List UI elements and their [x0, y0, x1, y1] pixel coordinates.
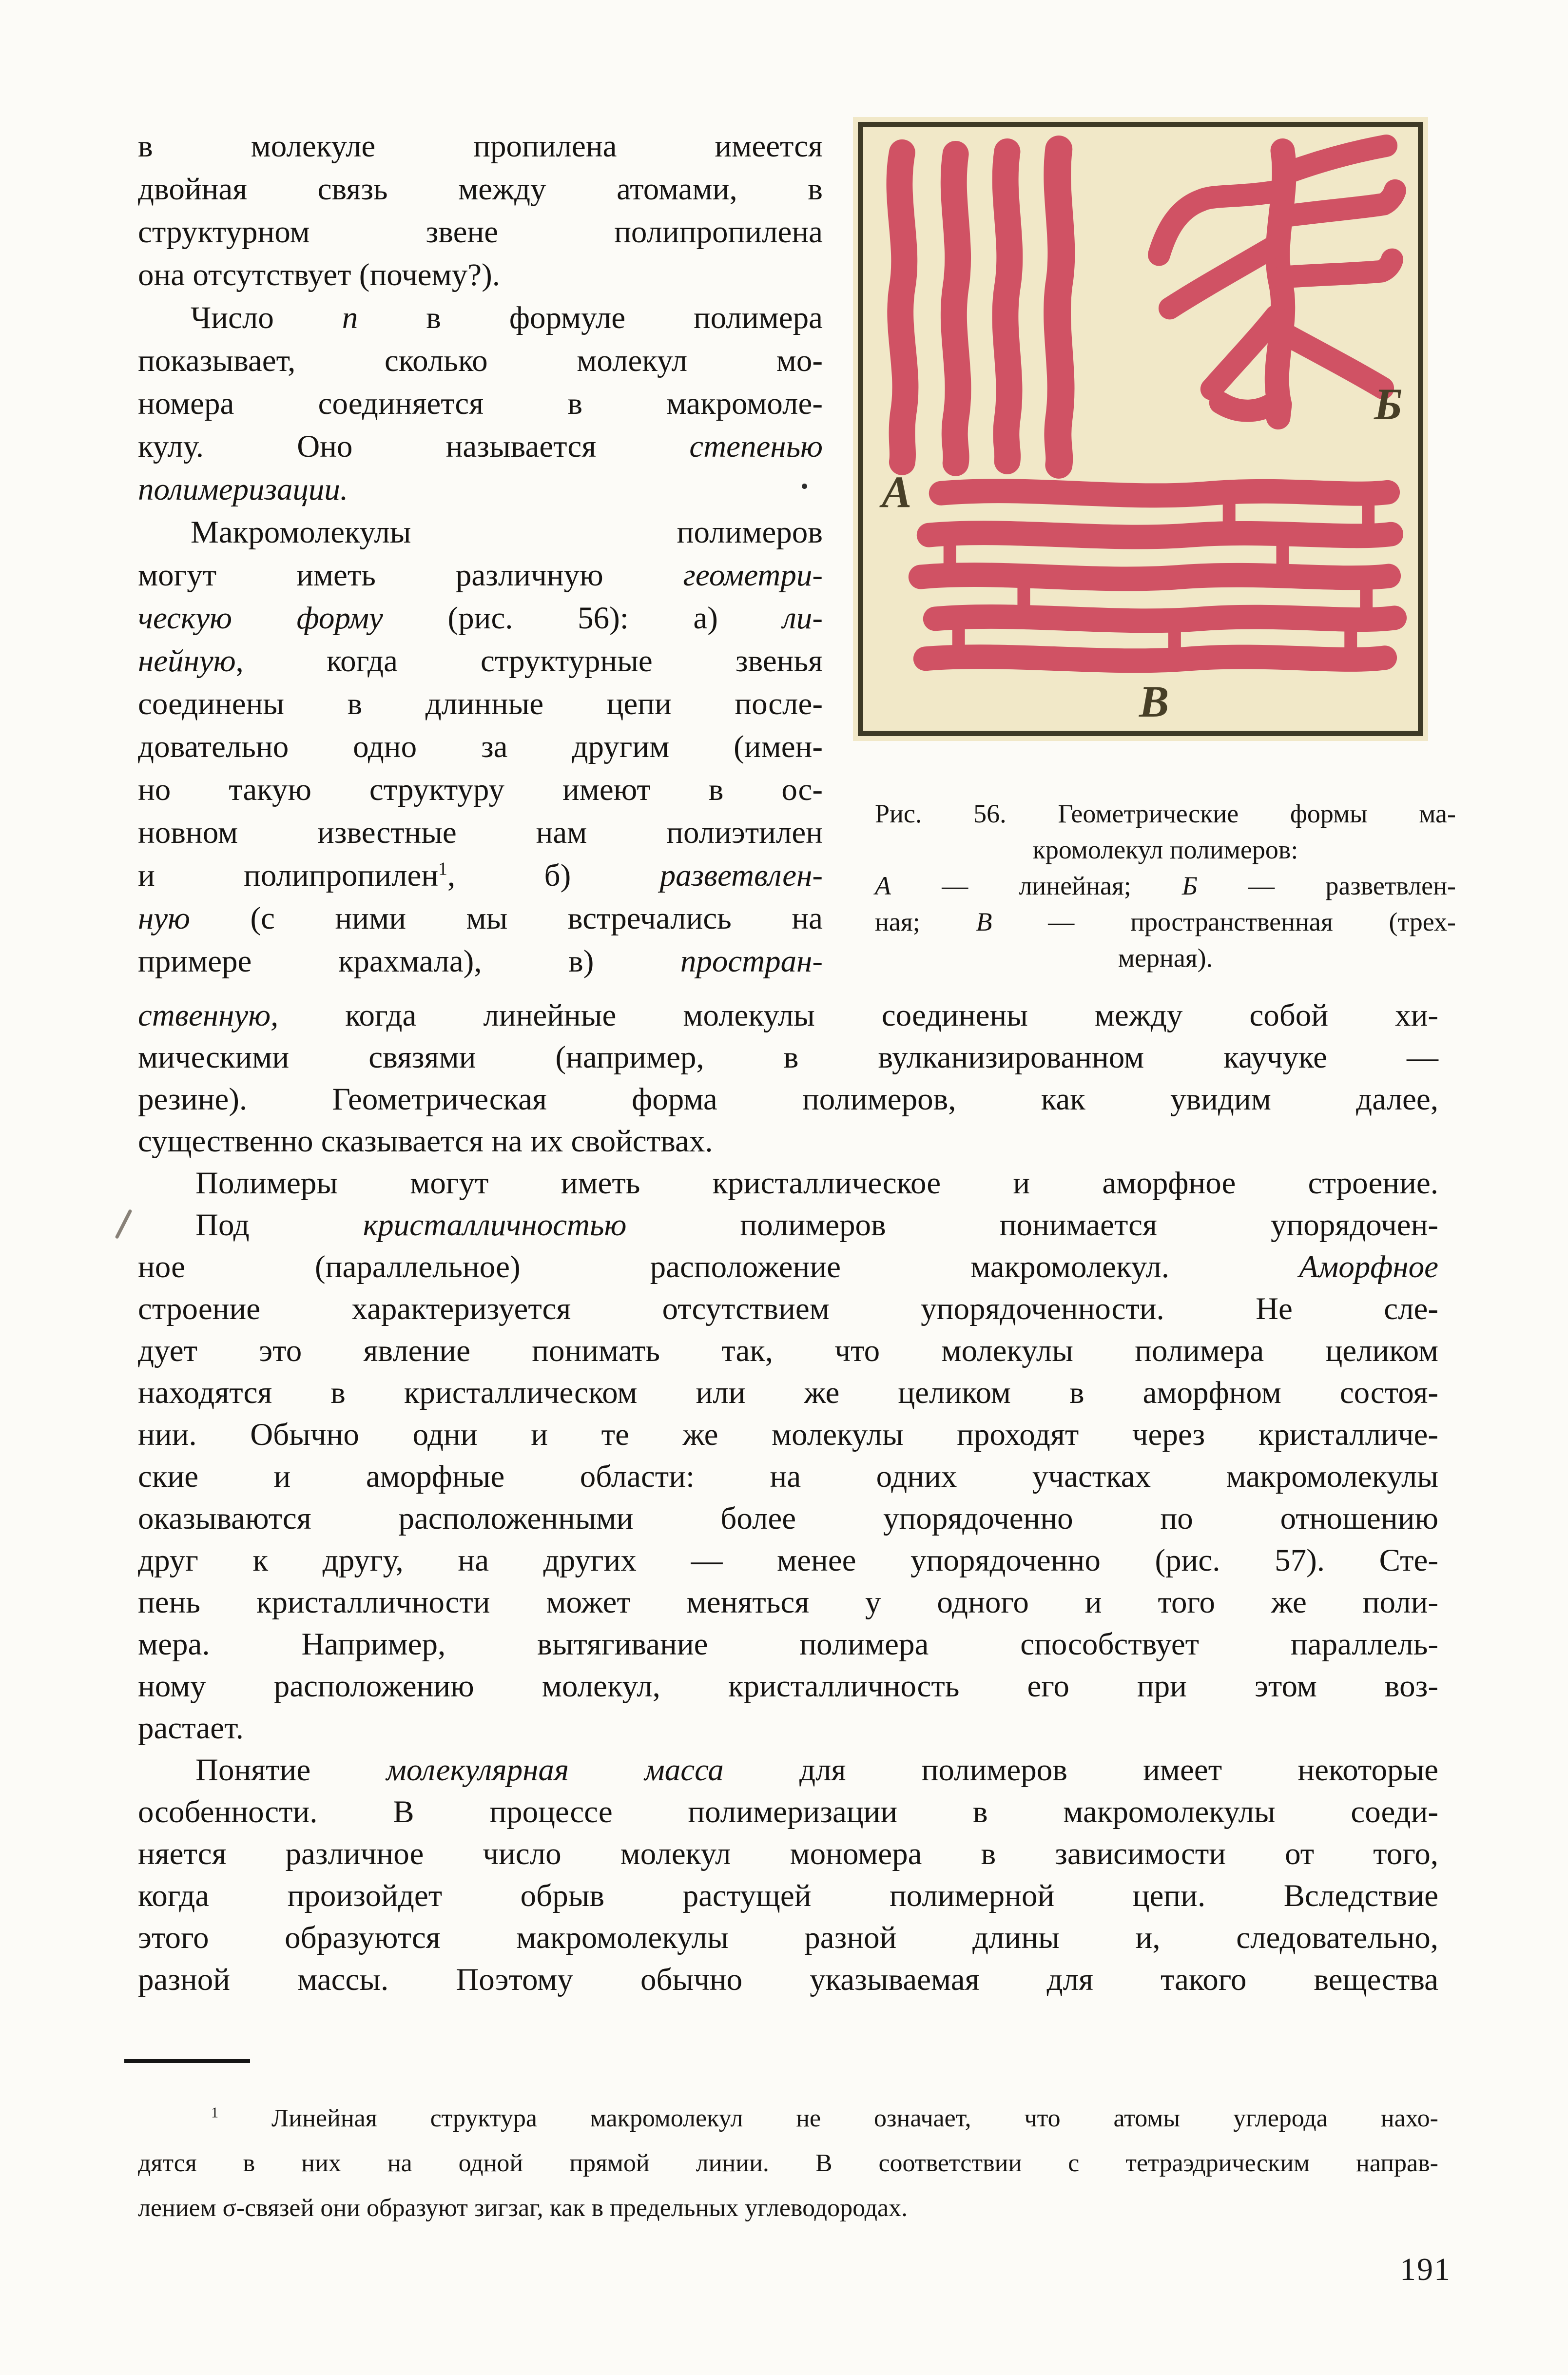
- text-line: [138, 2186, 1438, 2231]
- text-run: кулу. Оно называется: [138, 429, 690, 464]
- text-run: 1: [211, 2104, 219, 2121]
- text-run: n: [342, 300, 358, 335]
- text-run: ли-: [782, 601, 823, 636]
- text-run: — линейная;: [891, 871, 1182, 900]
- text-line: [875, 904, 1456, 940]
- text-line: [138, 1875, 1438, 1917]
- text-line: [138, 1581, 1438, 1623]
- linear-chain-stroke: [899, 153, 905, 462]
- branched-chain-arm: [1170, 246, 1276, 309]
- text-run: пень кристалличности может меняться у одного и того же поли-: [138, 1585, 1438, 1620]
- text-run: ную: [138, 901, 190, 936]
- text-line: [138, 1120, 1438, 1162]
- text-line: [138, 640, 823, 682]
- network-stroke: [926, 657, 1385, 661]
- text-run: ная;: [875, 907, 976, 936]
- text-run: этого образуются макромолекулы разной длины и, следовательно,: [138, 1920, 1438, 1955]
- branched-chain-arm: [1281, 260, 1392, 277]
- linear-chain-stroke: [1057, 149, 1061, 465]
- text-line: [138, 425, 823, 468]
- text-run: ное (параллельное) расположение макромолекул.: [138, 1249, 1299, 1285]
- text-line: [138, 468, 823, 511]
- text-run: оказываются расположенными более упорядоченно по отношению: [138, 1501, 1438, 1536]
- pencil-mark: [115, 1209, 132, 1239]
- network-stroke: [935, 617, 1394, 621]
- text-line: [138, 940, 823, 983]
- text-line: [138, 1917, 1438, 1959]
- branched-chain-arm: [1285, 146, 1386, 174]
- text-run: структурном звене полипропилена: [138, 214, 823, 250]
- text-run: няется различное число молекул мономера в зависимости от того,: [138, 1836, 1438, 1871]
- text-line: [138, 1036, 1438, 1078]
- text-line: [138, 854, 823, 897]
- text-line: [875, 940, 1456, 976]
- text-run: простран-: [680, 944, 823, 979]
- text-run: разной массы. Поэтому обычно указываемая для такого вещества: [138, 1962, 1438, 1997]
- figure-frame: [858, 122, 1423, 736]
- text-run: номера соединяется в макромоле-: [138, 386, 823, 421]
- text-line: [138, 1078, 1438, 1120]
- text-run: 1: [438, 858, 447, 879]
- text-run: находятся в кристаллическом или же целиком в аморфном состоя-: [138, 1375, 1438, 1410]
- text-run: для полимеров имеет некоторые: [723, 1752, 1439, 1788]
- network-stroke: [929, 533, 1391, 537]
- text-run: Полимеры могут иметь кристаллическое и аморфное строение.: [195, 1166, 1438, 1201]
- text-run: могут иметь различную: [138, 558, 683, 593]
- text-run: Аморфное: [1299, 1249, 1438, 1285]
- text-line: [138, 597, 823, 640]
- text-run: мера. Например, вытягивание полимера способствует параллель-: [138, 1627, 1438, 1662]
- footnote: [138, 2096, 1438, 2231]
- text-run: Понятие: [195, 1752, 387, 1788]
- text-line: [138, 1791, 1438, 1833]
- text-line: [138, 1707, 1438, 1749]
- branched-chain-arm: [1280, 331, 1383, 388]
- text-line: [138, 296, 823, 339]
- text-line: [138, 994, 1438, 1036]
- text-run: степенью: [689, 429, 823, 464]
- linear-chain-stroke: [1005, 152, 1009, 461]
- text-run: Рис. 56. Геометрические формы ма-: [875, 799, 1456, 828]
- text-line: [138, 211, 823, 253]
- text-line: [138, 1539, 1438, 1581]
- text-run: и полипропилен: [138, 858, 439, 893]
- figure-label-network: В: [1139, 677, 1169, 726]
- text-run: В: [976, 907, 992, 936]
- text-line: [138, 1665, 1438, 1707]
- text-run: мическими связями (например, в вулканизированном каучуке —: [138, 1040, 1438, 1075]
- text-run: разветвлен-: [659, 858, 823, 893]
- figure-label-linear: А: [882, 467, 912, 517]
- text-line: [138, 1162, 1438, 1204]
- text-line: [875, 832, 1456, 868]
- footnote-rule: [124, 2059, 250, 2063]
- text-run: — пространственная (трех-: [992, 907, 1456, 936]
- text-run: существенно сказывается на их свойствах.: [138, 1124, 713, 1159]
- text-line: [138, 768, 823, 811]
- figure-56: [853, 117, 1428, 741]
- linear-chain-stroke: [954, 154, 958, 463]
- page-number: 191: [1400, 2252, 1451, 2287]
- text-line: [138, 897, 823, 940]
- text-line: [138, 2141, 1438, 2186]
- text-run: мерная).: [1118, 943, 1213, 973]
- text-run: (рис. 56): а): [383, 601, 783, 636]
- text-line: [138, 1246, 1438, 1288]
- text-run: (с ними мы встречались на: [190, 901, 823, 936]
- network-stroke: [941, 491, 1388, 495]
- text-run: , когда структурные звенья: [235, 643, 823, 679]
- text-line: [138, 682, 823, 725]
- text-run: довательно одно за другим (имен-: [138, 729, 823, 764]
- text-line: [138, 1498, 1438, 1539]
- text-run: ственную,: [138, 998, 279, 1033]
- text-run: полимеров понимается упорядочен-: [626, 1207, 1439, 1243]
- text-run: молекулярная масса: [386, 1752, 724, 1788]
- text-line: [875, 796, 1456, 832]
- text-line: [138, 725, 823, 768]
- text-line: [138, 2096, 1438, 2141]
- text-run: показывает, сколько молекул мо-: [138, 343, 823, 378]
- text-run: примере крахмала), в): [138, 944, 680, 979]
- text-line: [138, 1959, 1438, 2001]
- text-run: но такую структуру имеют в ос-: [138, 772, 823, 807]
- body-text: [138, 994, 1438, 2001]
- text-run: ские и аморфные области: на одних участках макромолекулы: [138, 1459, 1438, 1494]
- text-run: соединены в длинные цепи после-: [138, 686, 823, 721]
- text-line: [138, 339, 823, 382]
- text-run: Макромолекулы полимеров: [191, 515, 823, 550]
- text-line: [138, 1330, 1438, 1372]
- text-run: нии. Обычно одни и те же молекулы проходят через кристалличе-: [138, 1417, 1438, 1452]
- text-run: ческую форму: [138, 601, 383, 636]
- text-line: [138, 511, 823, 554]
- text-run: дятся в них на одной прямой линии. В соответствии с тетраэдрическим направ-: [138, 2149, 1438, 2177]
- left-column-text: [138, 125, 823, 983]
- text-run: Число: [191, 300, 342, 335]
- figure-caption: [875, 796, 1456, 976]
- text-run: Под: [195, 1207, 363, 1243]
- text-line: [138, 1414, 1438, 1456]
- polymer-geometry-drawing: [863, 127, 1418, 731]
- text-run: в формуле полимера: [358, 300, 823, 335]
- text-line: [138, 1749, 1438, 1791]
- text-run: А: [875, 871, 891, 900]
- text-run: новном известные нам полиэтилен: [138, 815, 823, 850]
- text-run: полимеризации.: [138, 472, 348, 507]
- text-run: , б): [447, 858, 660, 893]
- text-run: она отсутствует (почему?).: [138, 257, 500, 292]
- text-line: [138, 382, 823, 425]
- network-stroke: [921, 575, 1389, 579]
- text-run: ному расположению молекул, кристалличность его при этом воз-: [138, 1669, 1438, 1704]
- text-run: строение характеризуется отсутствием упорядоченности. Не сле-: [138, 1291, 1438, 1326]
- text-run: кромолекул полимеров:: [1032, 835, 1298, 864]
- text-run: кристалличностью: [363, 1207, 627, 1243]
- text-run: Линейная структура макромолекул не означает, что атомы углерода нахо-: [218, 2104, 1438, 2132]
- text-run: дует это явление понимать так, что молекулы полимера целиком: [138, 1333, 1438, 1368]
- text-run: в молекуле пропилена имеется: [138, 129, 823, 164]
- branched-chain-arm: [1220, 400, 1278, 411]
- ink-dot: [802, 484, 807, 489]
- text-line: [138, 1372, 1438, 1414]
- text-line: [138, 1623, 1438, 1665]
- text-run: растает.: [138, 1711, 244, 1746]
- text-run: особенности. В процессе полимеризации в макромолекулы соеди-: [138, 1794, 1438, 1830]
- text-line: [138, 1833, 1438, 1875]
- text-line: [138, 1288, 1438, 1330]
- text-line: [875, 868, 1456, 904]
- text-run: — разветвлен-: [1197, 871, 1456, 900]
- text-line: [138, 253, 823, 296]
- text-line: [138, 1204, 1438, 1246]
- text-run: когда произойдет обрыв растущей полимерной цепи. Вследствие: [138, 1878, 1438, 1913]
- text-run: друг к другу, на других — менее упорядоченно (рис. 57). Сте-: [138, 1543, 1438, 1578]
- text-line: [138, 554, 823, 597]
- text-run: лением σ-связей они образуют зигзаг, как в предельных углеводородах.: [138, 2194, 908, 2222]
- text-run: резине). Геометрическая форма полимеров, как увидим далее,: [138, 1082, 1438, 1117]
- text-run: двойная связь между атомами, в: [138, 172, 823, 207]
- text-line: [138, 168, 823, 211]
- branched-chain-arm: [1283, 191, 1395, 216]
- text-run: когда линейные молекулы соединены между собой хи-: [278, 998, 1438, 1033]
- text-run: нейную: [138, 643, 236, 679]
- text-line: [138, 125, 823, 168]
- text-run: Б: [1182, 871, 1198, 900]
- figure-label-branched: Б: [1374, 379, 1403, 429]
- text-line: [138, 811, 823, 854]
- text-line: [138, 1456, 1438, 1498]
- text-run: геометри-: [683, 558, 823, 593]
